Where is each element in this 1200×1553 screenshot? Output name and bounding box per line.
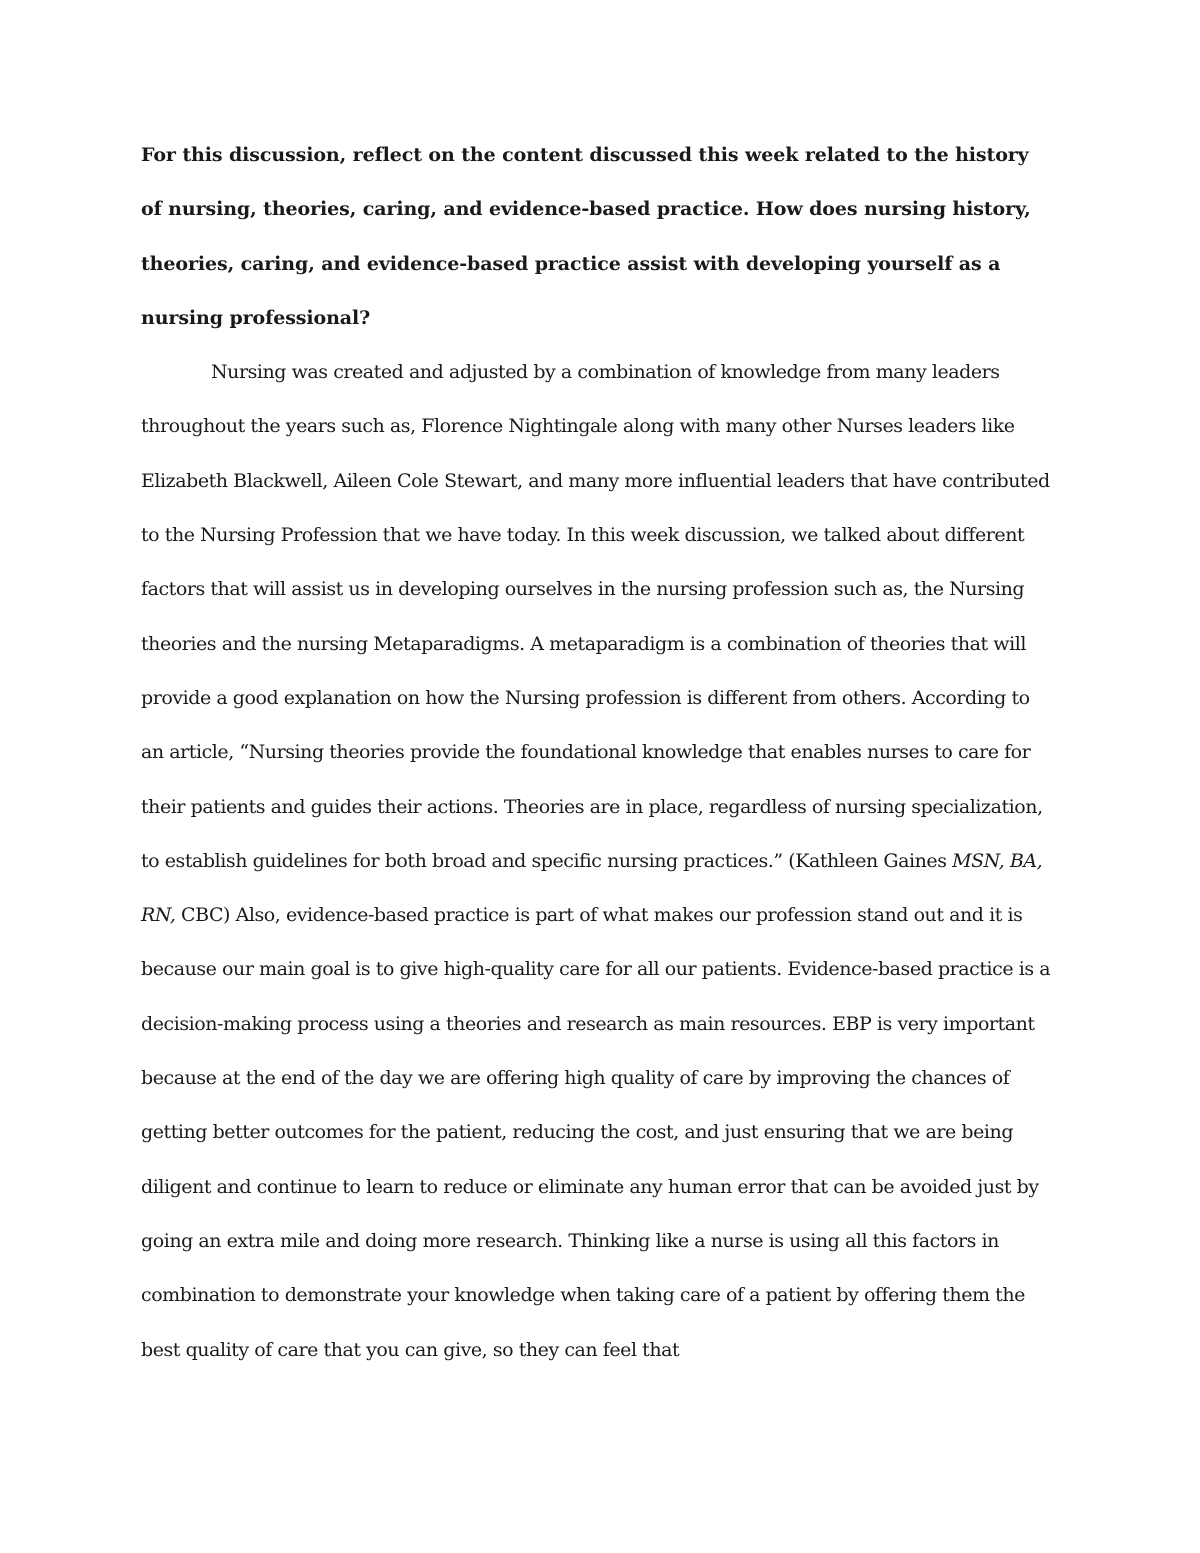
discussion-prompt: For this discussion, reflect on the content discussed this week related to the history of nursing, theories, caring, and evidence-based practice. How does nursing history, theories, caring, and evidence-based practice assist with developing yourself as a nursing professional? [141, 144, 1031, 329]
document-body [141, 128, 1053, 1377]
response-text-part-2: CBC) Also, evidence-based practice is part of what makes our profession stand out and it is because our main goal is to give high-quality care for all our patients. Evidence-based practice is a decision-making process using a theories and research as main resources. EBP is very important because at the end of the day we are offering high quality of care by improving the chances of getting better outcomes for the patient, reducing the cost, and just ensuring that we are being diligent and continue to learn to reduce or eliminate any human error that can be avoided just by going an extra mile and doing more research. Thinking like a nurse is using all this factors in combination to demonstrate your knowledge when taking care of a patient by offering them the best quality of care that you can give, so they can feel that [141, 904, 1051, 1361]
response-text-part-1: Nursing was created and adjusted by a combination of knowledge from many leaders throughout the years such as, Florence Nightingale along with many other Nurses leaders like Elizabeth Blackwell, Aileen Cole Stewart, and many more influential leaders that have contributed to the Nursing Profession that we have today. In this week discussion, we talked about different factors that will assist us in developing ourselves in the nursing profession such as, the Nursing theories and the nursing Metaparadigms. A metaparadigm is a combination of theories that will provide a good explanation on how the Nursing profession is different from others. According to an article, “Nursing theories provide the foundational knowledge that enables nurses to care for their patients and guides their actions. Theories are in place, regardless of nursing specialization, to establish guidelines for both broad and specific nursing practices.” (Kathleen Gaines [141, 361, 1050, 872]
author-credentials: MSN, BA, RN, [141, 849, 1043, 927]
response-paragraph [141, 345, 1053, 1377]
